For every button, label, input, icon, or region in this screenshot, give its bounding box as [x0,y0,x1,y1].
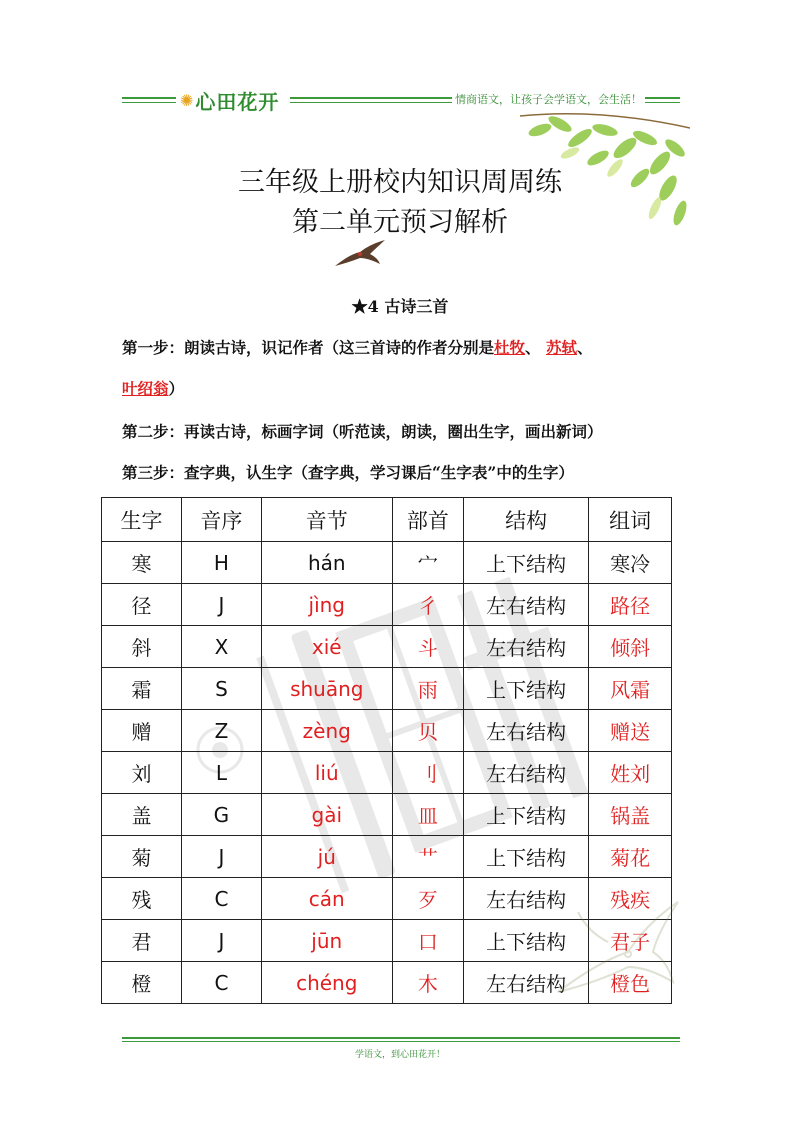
table-row [102,878,672,920]
page-title: 三年级上册校内知识周周练 [238,167,562,198]
cell-structure: 左右结构 [464,878,589,920]
cell-radical: 口 [392,920,464,962]
header-rule-left-thin [122,102,178,103]
step-one [122,336,592,358]
cell-pinyin: cán [261,878,392,920]
col-header-word: 组词 [589,498,672,542]
table-row [102,626,672,668]
cell-pinyin: hán [261,542,392,584]
step-one-continued [122,377,184,399]
cell-radical: 歹 [392,878,464,920]
table-row [102,668,672,710]
cell-radical: 皿 [392,794,464,836]
cell-letter: J [181,584,261,626]
table-row [102,542,672,584]
author-du-mu: 杜牧 [494,338,526,357]
cell-letter: C [181,878,261,920]
col-header-pinyin: 音节 [261,498,392,542]
cell-pinyin: chéng [261,962,392,1004]
cell-char: 霜 [102,668,182,710]
character-table [101,497,672,1004]
step-three: 第三步：查字典，认生字（查字典，学习课后“生字表”中的生字） [122,463,574,482]
cell-structure: 上下结构 [464,920,589,962]
cell-word: 路径 [589,584,672,626]
cell-char: 斜 [102,626,182,668]
cell-char: 君 [102,920,182,962]
cell-radical: 雨 [392,668,464,710]
cell-structure: 上下结构 [464,542,589,584]
separator: 、 [576,338,593,357]
cell-structure: 左右结构 [464,710,589,752]
cell-letter: H [181,542,261,584]
cell-word: 姓刘 [589,752,672,794]
table-row [102,710,672,752]
cell-char: 寒 [102,542,182,584]
col-header-structure: 结构 [464,498,589,542]
table-row [102,752,672,794]
table-row [102,794,672,836]
cell-structure: 左右结构 [464,962,589,1004]
step-one-text: 第一步：朗读古诗，识记作者（这三首诗的作者分别是 [122,338,495,357]
cell-structure: 左右结构 [464,584,589,626]
cell-char: 橙 [102,962,182,1004]
cell-pinyin: liú [261,752,392,794]
cell-word: 寒冷 [589,542,672,584]
cell-word: 君子 [589,920,672,962]
cell-radical: 艹 [392,836,464,878]
step-one-end: ） [168,379,185,398]
table-header-row [102,498,672,542]
cell-word: 橙色 [589,962,672,1004]
cell-radical: 刂 [392,752,464,794]
table-row [102,962,672,1004]
separator: 、 [525,338,541,357]
author-su-shi: 苏轼 [545,338,577,357]
cell-pinyin: zèng [261,710,392,752]
col-header-letter: 音序 [181,498,261,542]
cell-pinyin: xié [261,626,392,668]
sunflower-icon: ✺ [180,91,194,110]
header-slogan: 情商语文，让孩子会学语文，会生活！ [452,91,645,107]
cell-word: 赠送 [589,710,672,752]
brand-logo [176,86,283,115]
cell-structure: 上下结构 [464,668,589,710]
cell-letter: Z [181,710,261,752]
cell-char: 残 [102,878,182,920]
cell-letter: L [181,752,261,794]
footer-rule-thin [122,1041,680,1042]
brand-name: 心田花开 [195,90,280,114]
cell-structure: 左右结构 [464,752,589,794]
footer-rule [122,1037,680,1039]
page-subtitle: 第二单元预习解析 [292,207,508,238]
cell-letter: C [181,962,261,1004]
author-ye-shaoweng: 叶绍翁 [122,379,169,398]
cell-radical: 彳 [392,584,464,626]
cell-word: 残疾 [589,878,672,920]
header-rule-left [122,97,178,99]
section-heading: ★4 古诗三首 [351,297,449,316]
cell-structure: 上下结构 [464,794,589,836]
cell-letter: G [181,794,261,836]
cell-letter: X [181,626,261,668]
cell-word: 菊花 [589,836,672,878]
cell-pinyin: jú [261,836,392,878]
cell-pinyin: jūn [261,920,392,962]
cell-pinyin: jìng [261,584,392,626]
cell-word: 锅盖 [589,794,672,836]
table-row [102,920,672,962]
col-header-char: 生字 [102,498,182,542]
cell-radical: 木 [392,962,464,1004]
col-header-radical: 部首 [392,498,464,542]
cell-radical: 宀 [392,542,464,584]
cell-word: 倾斜 [589,626,672,668]
cell-char: 径 [102,584,182,626]
cell-letter: S [181,668,261,710]
cell-letter: J [181,836,261,878]
table-row [102,836,672,878]
cell-char: 赠 [102,710,182,752]
cell-pinyin: shuāng [261,668,392,710]
step-two: 第二步：再读古诗，标画字词（听范读，朗读，圈出生字，画出新词） [122,422,603,441]
cell-radical: 贝 [392,710,464,752]
cell-letter: J [181,920,261,962]
cell-pinyin: gài [261,794,392,836]
footer-text: 学语文，到心田花开！ [354,1050,445,1060]
cell-char: 菊 [102,836,182,878]
cell-structure: 上下结构 [464,836,589,878]
table-row [102,584,672,626]
swallow-icon [330,236,390,272]
cell-structure: 左右结构 [464,626,589,668]
cell-char: 刘 [102,752,182,794]
cell-word: 风霜 [589,668,672,710]
cell-char: 盖 [102,794,182,836]
cell-radical: 斗 [392,626,464,668]
